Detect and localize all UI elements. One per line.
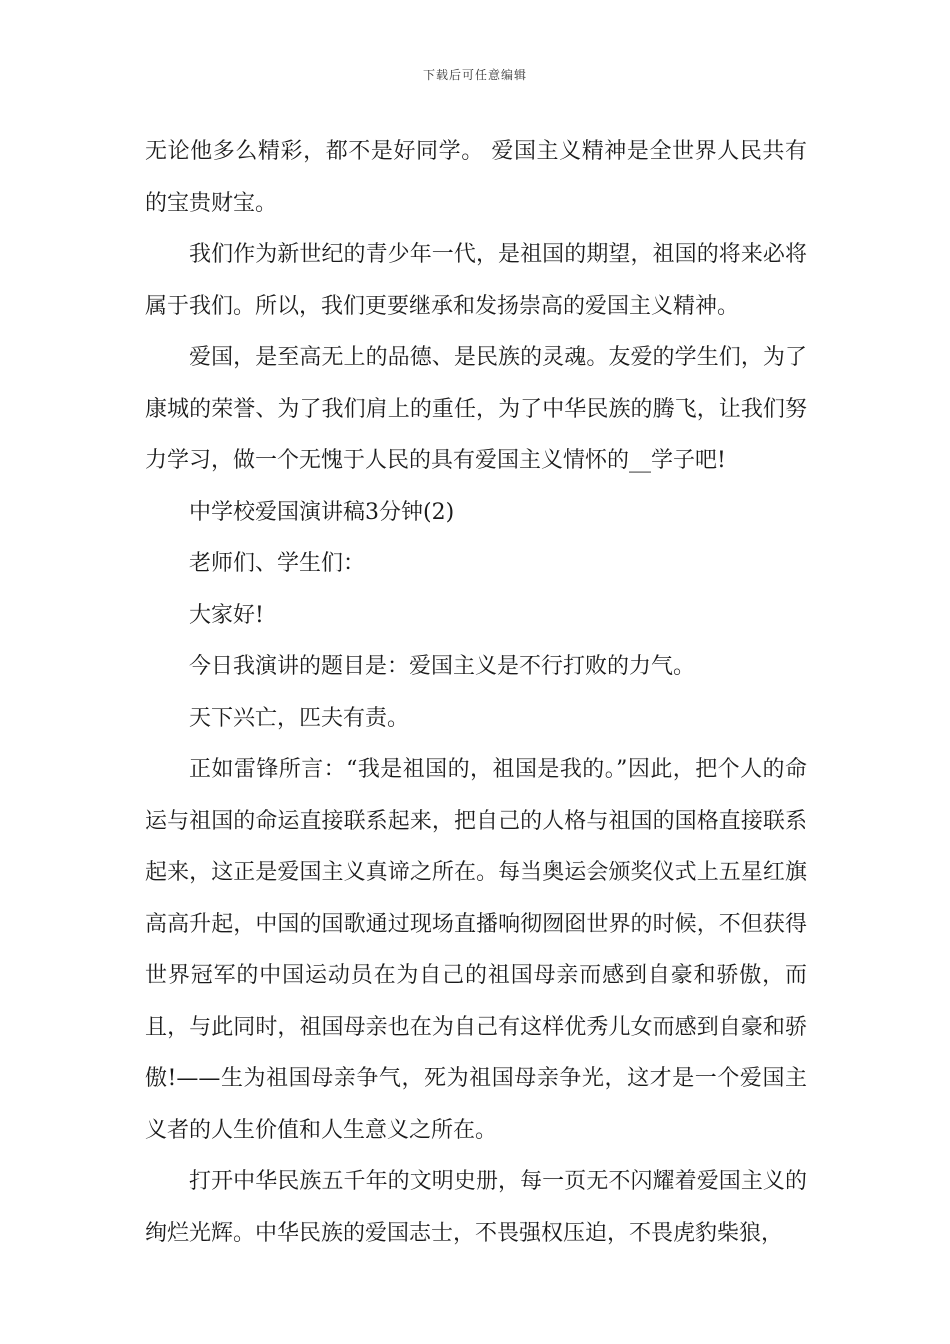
paragraph-10: 打开中华民族五千年的文明史册，每一页无不闪耀着爱国主义的绚烂光辉。中华民族的爱国志士，不畏强权压迫，不畏虎豹柴狼，	[145, 1169, 807, 1246]
section-title: 中学校爱国演讲稿3分钟(2)	[189, 499, 455, 525]
proverb: 天下兴亡，匹夫有责。	[189, 705, 410, 731]
greeting: 大家好!	[189, 602, 264, 628]
speech-topic: 今日我演讲的题目是：爱国主义是不行打败的力气。	[189, 654, 696, 679]
page-header: 下载后可任意编辑	[422, 68, 527, 82]
paragraph-2: 我们作为新世纪的青少年一代，是祖国的期望，祖国的将来必将属于我们。所以，我们更要继承和发扬崇高的爱国主义精神。	[145, 242, 807, 319]
paragraph-3: 爱国，是至高无上的品德、是民族的灵魂。友爱的学生们，为了康城的荣誉、为了我们肩上的重任，为了中华民族的腾飞，让我们努力学习，做一个无愧于人民的具有爱国主义情怀的__学子吧!	[145, 345, 807, 473]
paragraph-9: 正如雷锋所言：“我是祖国的，祖国是我的。”因此，把个人的命运与祖国的命运直接联系起来，把自己的人格与祖国的国格直接联系起来，这正是爱国主义真谛之所在。每当奥运会颁奖仪式上五星红旗高高升起，中国的国歌通过现场直播响彻囫囵世界的时候，不但获得世界冠军的中国运动员在为自己的祖国母亲而感到自豪和骄傲，而且，与此同时，祖国母亲也在为自己有这样优秀儿女而感到自豪和骄傲!——生为祖国母亲争气，死为祖国母亲争光，这才是一个爱国主义者的人生价值和人生意义之所在。	[145, 757, 807, 1143]
paragraph-1: 无论他多么精彩，都不是好同学。 爱国主义精神是全世界人民共有的宝贵财宝。	[145, 139, 807, 216]
document-body	[145, 126, 807, 1259]
salutation: 老师们、学生们：	[189, 551, 366, 576]
